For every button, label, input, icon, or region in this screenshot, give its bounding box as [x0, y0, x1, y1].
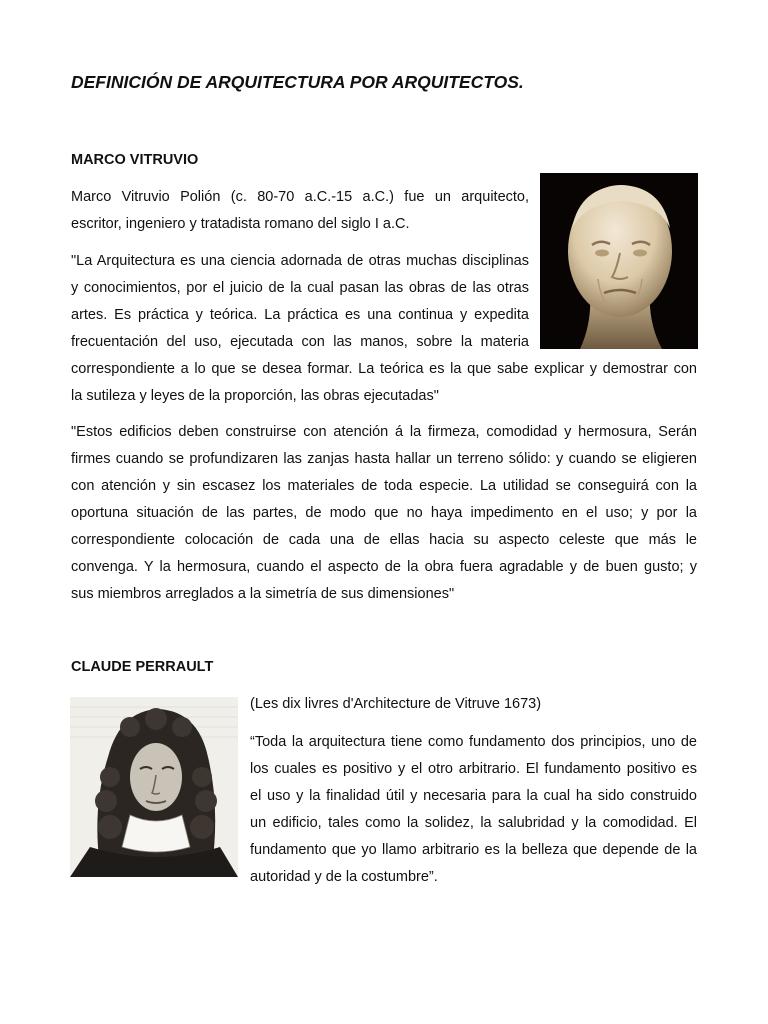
- text-line: "Estos edificios deben construirse con atención á la firmeza, comodidad y hermosura, Serán: [71, 424, 697, 440]
- text-line: artes. Es práctica y teórica. La práctica es una continua y expedita: [71, 307, 529, 323]
- text-line: correspondiente a lo que se desea formar. La teórica es la que sabe explicar y demostrar con: [71, 361, 697, 377]
- text-line: "La Arquitectura es una ciencia adornada de otras muchas disciplinas: [71, 253, 529, 269]
- text-line: oportuna situación de las partes, de modo que no haya impedimento en el uso; y por la: [71, 505, 697, 521]
- text-line: sus miembros arreglados a la simetría de sus dimensiones": [71, 586, 455, 602]
- vitruvio-quote-2: [71, 419, 697, 608]
- engraved-portrait-image: [70, 697, 238, 877]
- text-line: (Les dix livres d'Architecture de Vitruve 1673): [250, 696, 542, 712]
- perrault-quote: [250, 729, 697, 891]
- section-heading-perrault: CLAUDE PERRAULT: [71, 659, 214, 675]
- text-line: Marco Vitruvio Polión (c. 80-70 a.C.-15 a.C.) fue un arquitecto,: [71, 189, 529, 205]
- marble-bust-image: [540, 173, 698, 349]
- text-line: los cuales es positivo y el otro arbitrario. El fundamento positivo es: [250, 761, 697, 777]
- text-line: frecuentación del uso, ejecutada con las manos, sobre la materia: [71, 334, 529, 350]
- text-line: el uso y la finalidad útil y necesaria para la cual ha sido construido: [250, 788, 697, 804]
- page-title: DEFINICIÓN DE ARQUITECTURA POR ARQUITECTOS.: [71, 72, 524, 92]
- text-line: un edificio, tales como la solidez, la salubridad y la comodidad. El: [250, 815, 697, 831]
- text-line: correspondiente colocación de cada una de ellas hacia su aspecto celeste que más le: [71, 532, 697, 548]
- vitruvio-quote-1: [71, 248, 529, 356]
- perrault-source: [250, 691, 697, 718]
- vitruvio-bio: [71, 184, 529, 238]
- text-line: firmes cuando se profundizaren las zanjas hasta hallar un terreno sólido: y cuando se eligieren: [71, 451, 697, 467]
- perrault-portrait-engraving: [70, 697, 238, 877]
- text-line: escritor, ingeniero y tratadista romano del siglo I a.C.: [71, 216, 410, 232]
- text-line: y conocimientos, por el juicio de la cual pasan las obras de las otras: [71, 280, 529, 296]
- vitruvio-bust-photo: [540, 173, 698, 349]
- text-line: “Toda la arquitectura tiene como fundamento dos principios, uno de: [250, 734, 697, 750]
- text-line: la sutileza y leyes de la proporción, las obras ejecutadas": [71, 388, 439, 404]
- vitruvio-quote-1-continued: [71, 356, 697, 410]
- text-line: autoridad y de la costumbre”.: [250, 869, 438, 885]
- text-line: convenga. Y la hermosura, cuando el aspecto de la obra fuera agradable y de buen gusto; y: [71, 559, 697, 575]
- text-line: con atención y sin escasez los materiales de toda especie. La utilidad se conseguirá con la: [71, 478, 697, 494]
- text-line: fundamento que yo llamo arbitrario es la belleza que depende de la: [250, 842, 697, 858]
- section-heading-vitruvio: MARCO VITRUVIO: [71, 152, 199, 168]
